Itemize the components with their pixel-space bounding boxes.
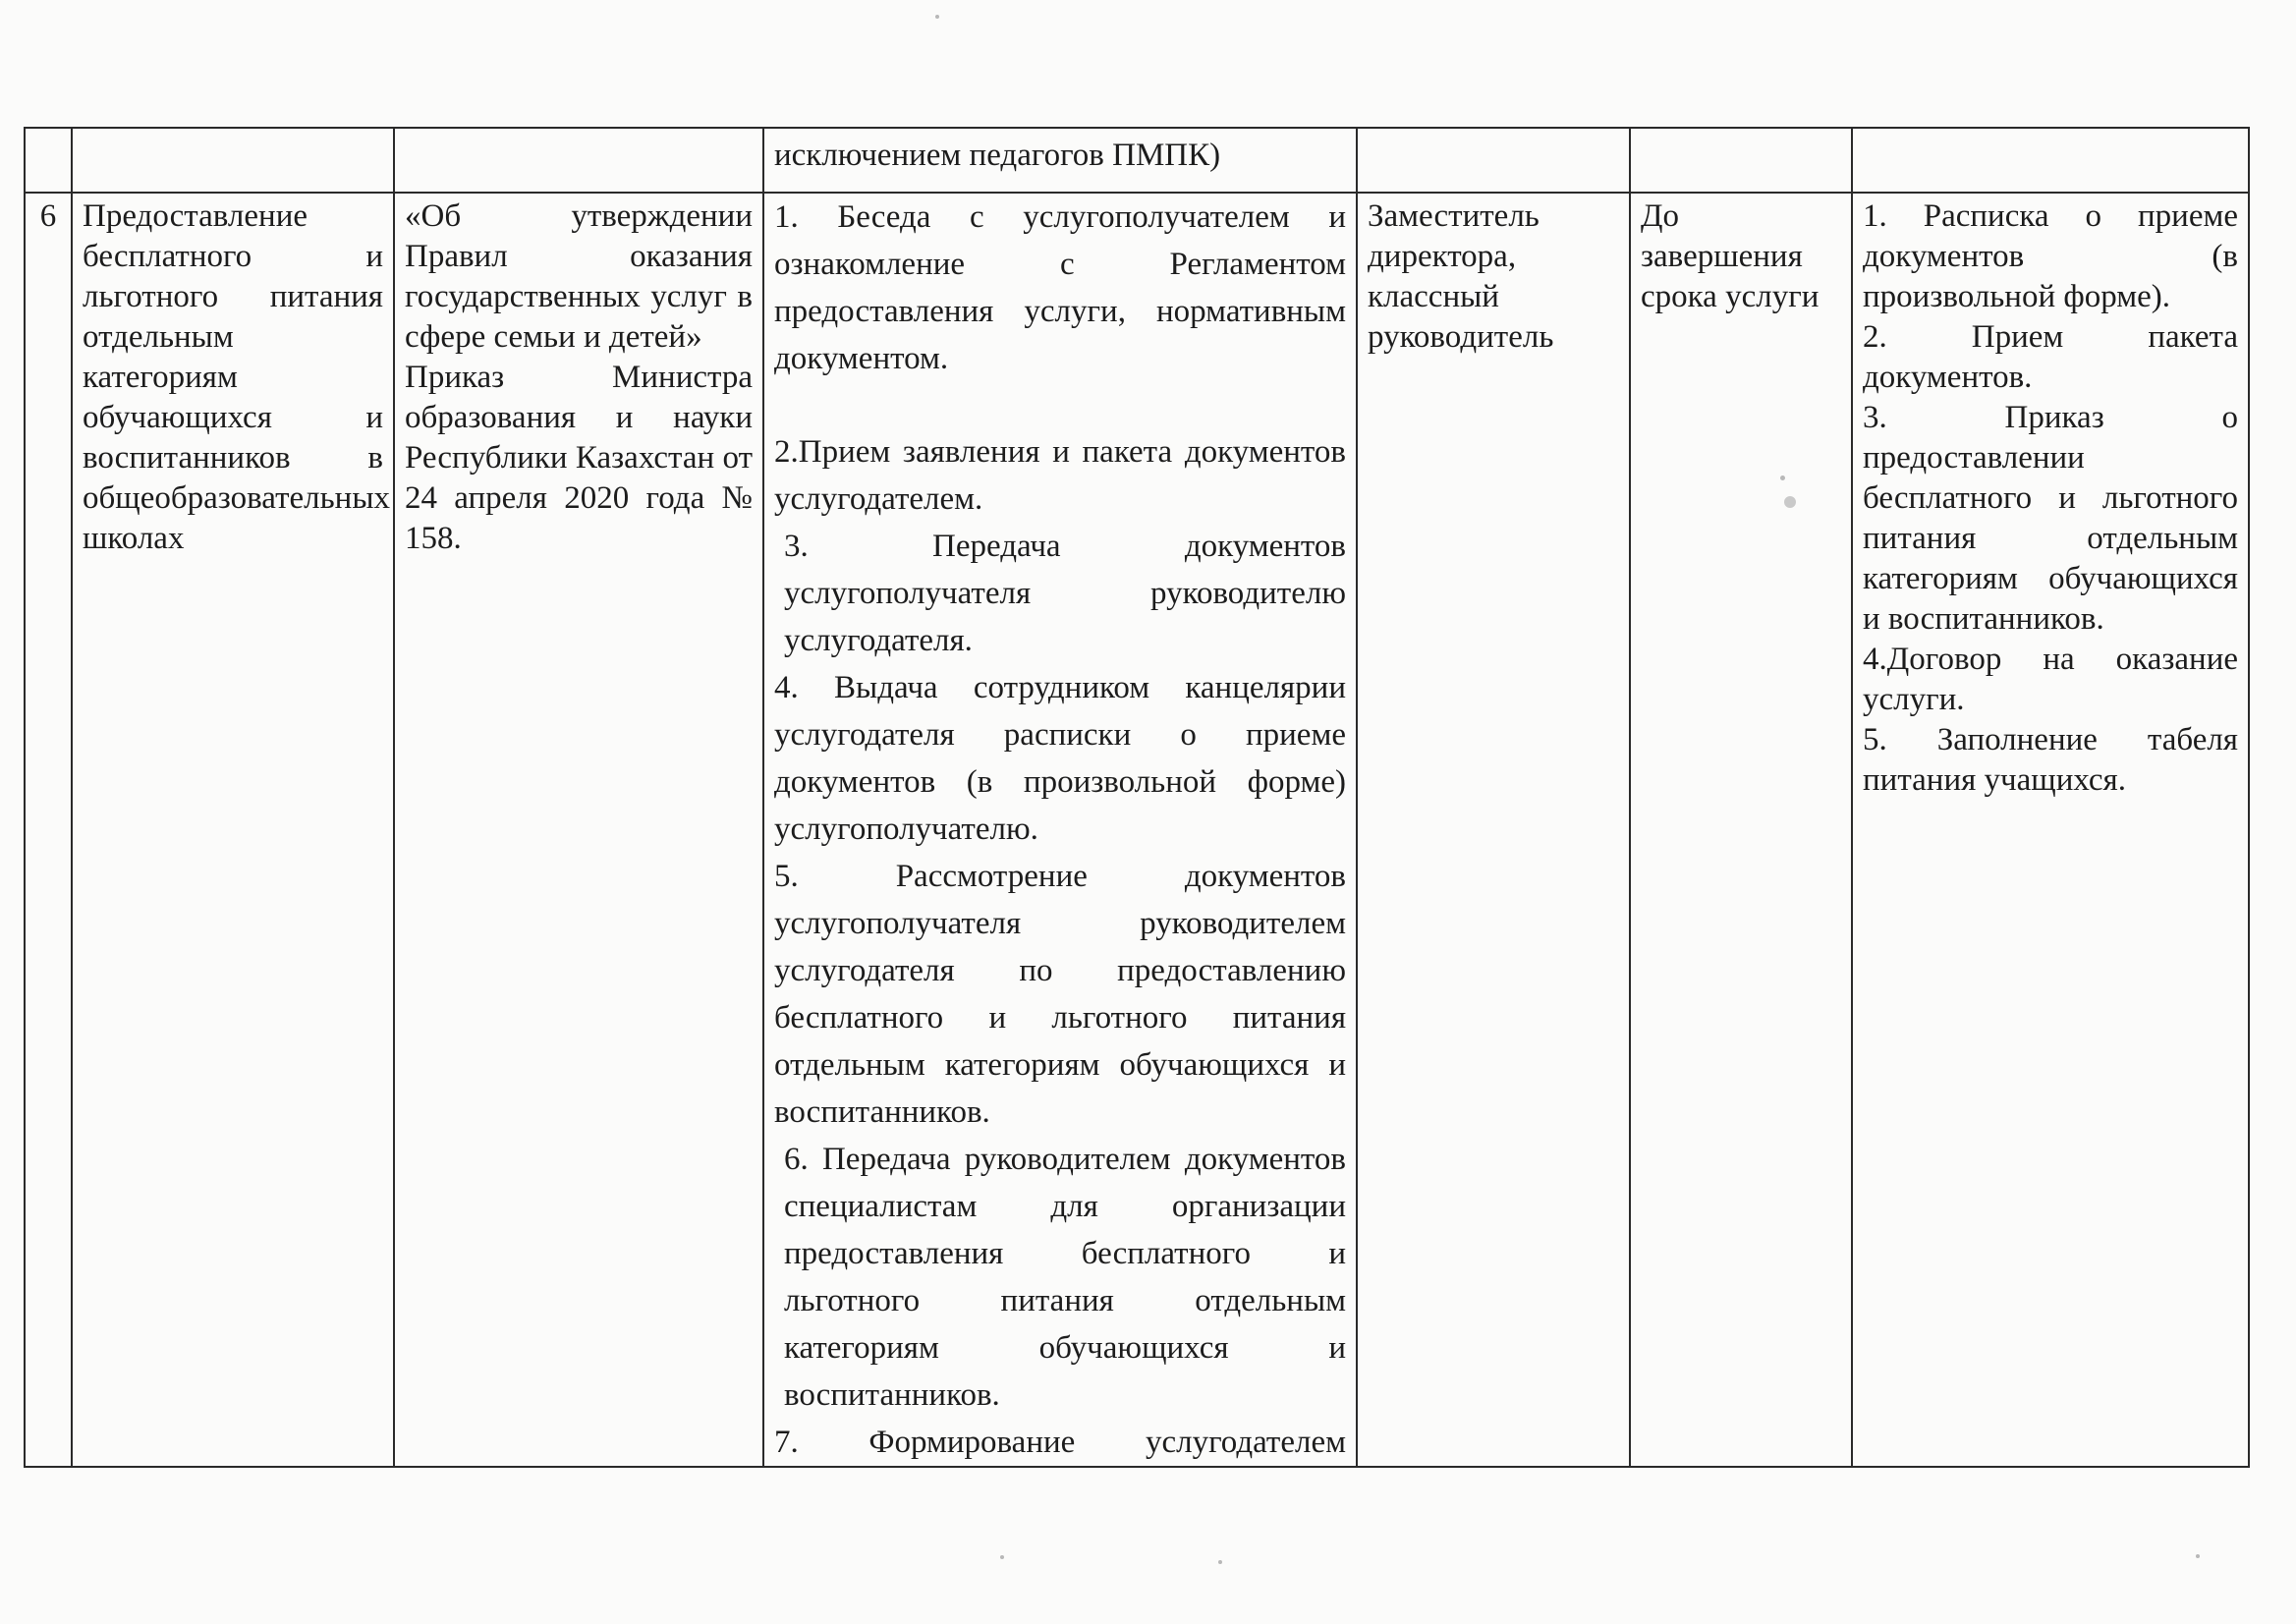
cell-result-empty [1852, 128, 2249, 193]
responsible-text: Заместитель директора, классный руководитель [1368, 198, 1554, 355]
scan-speck [935, 15, 939, 19]
procedure-step-2: 2.Прием заявления и пакета документов услугодателем. [774, 434, 1346, 517]
procedure-step-7: 7. Формирование услугодателем [774, 1425, 1346, 1460]
procedure-step-6: 6. Передача руководителем документов специалистам для организации предоставления бесплатного и льготного питания отдельным категориям обучающихся и воспитанников. [784, 1142, 1346, 1413]
scan-speck [1780, 476, 1785, 480]
cell-service-name [72, 193, 394, 1467]
result-item-2: 2. Прием пакета документов. [1863, 319, 2238, 395]
deadline-text: До завершения срока услуги [1641, 198, 1820, 314]
cell-responsible-empty [1357, 128, 1630, 193]
row-number: 6 [39, 198, 57, 234]
scan-speck [1218, 1560, 1222, 1564]
result-item-5: 5. Заполнение табеля питания учащихся. [1863, 722, 2238, 798]
procedure-tail-text: исключением педагогов ПМПК) [774, 138, 1221, 173]
cell-number-empty [25, 128, 72, 193]
result-item-4: 4.Договор на оказание услуги. [1863, 642, 2238, 717]
result-item-3: 3. Приказ о предоставлении бесплатного и льготного питания отдельным категориям обучающихся и воспитанников. [1863, 400, 2238, 637]
table-row-service-6 [25, 193, 2249, 1467]
cell-deadline-empty [1630, 128, 1852, 193]
legal-basis-title: «Об утверждении Правил оказания государственных услуг в сфере семьи и детей» [405, 198, 753, 355]
cell-legal-basis-empty [394, 128, 763, 193]
cell-responsible [1357, 193, 1630, 1467]
procedure-step-4: 4. Выдача сотрудником канцелярии услугодателя расписки о приеме документов (в произвольной форме) услугополучателю. [774, 670, 1346, 847]
cell-procedure-tail [763, 128, 1357, 193]
procedure-step-3: 3. Передача документов услугополучателя руководителю услугодателя. [784, 529, 1346, 658]
cell-deadline [1630, 193, 1852, 1467]
cell-legal-basis [394, 193, 763, 1467]
service-name-text: Предоставление бесплатного и льготного питания отдельным категориям обучающихся и воспитанников в общеобразовательных школах [83, 198, 390, 556]
services-table [24, 127, 2250, 1468]
procedure-step-5: 5. Рассмотрение документов услугополучателя руководителем услугодателя по предоставлению бесплатного и льготного питания отдельным категориям обучающихся и воспитанников. [774, 859, 1346, 1130]
result-item-1: 1. Расписка о приеме документов (в произвольной форме). [1863, 198, 2238, 314]
cell-row-number [25, 193, 72, 1467]
cell-result [1852, 193, 2249, 1467]
scan-speck [1784, 496, 1796, 508]
legal-basis-order: Приказ Министра образования и науки Республики Казахстан от 24 апреля 2020 года № 158. [405, 360, 753, 556]
scan-speck [1000, 1555, 1004, 1559]
cell-service-empty [72, 128, 394, 193]
table-row-continuation [25, 128, 2249, 193]
cell-procedure [763, 193, 1357, 1467]
procedure-step-1: 1. Беседа с услугополучателем и ознакомление с Регламентом предоставления услуги, нормативным документом. [774, 199, 1346, 376]
scan-speck [2196, 1554, 2200, 1558]
